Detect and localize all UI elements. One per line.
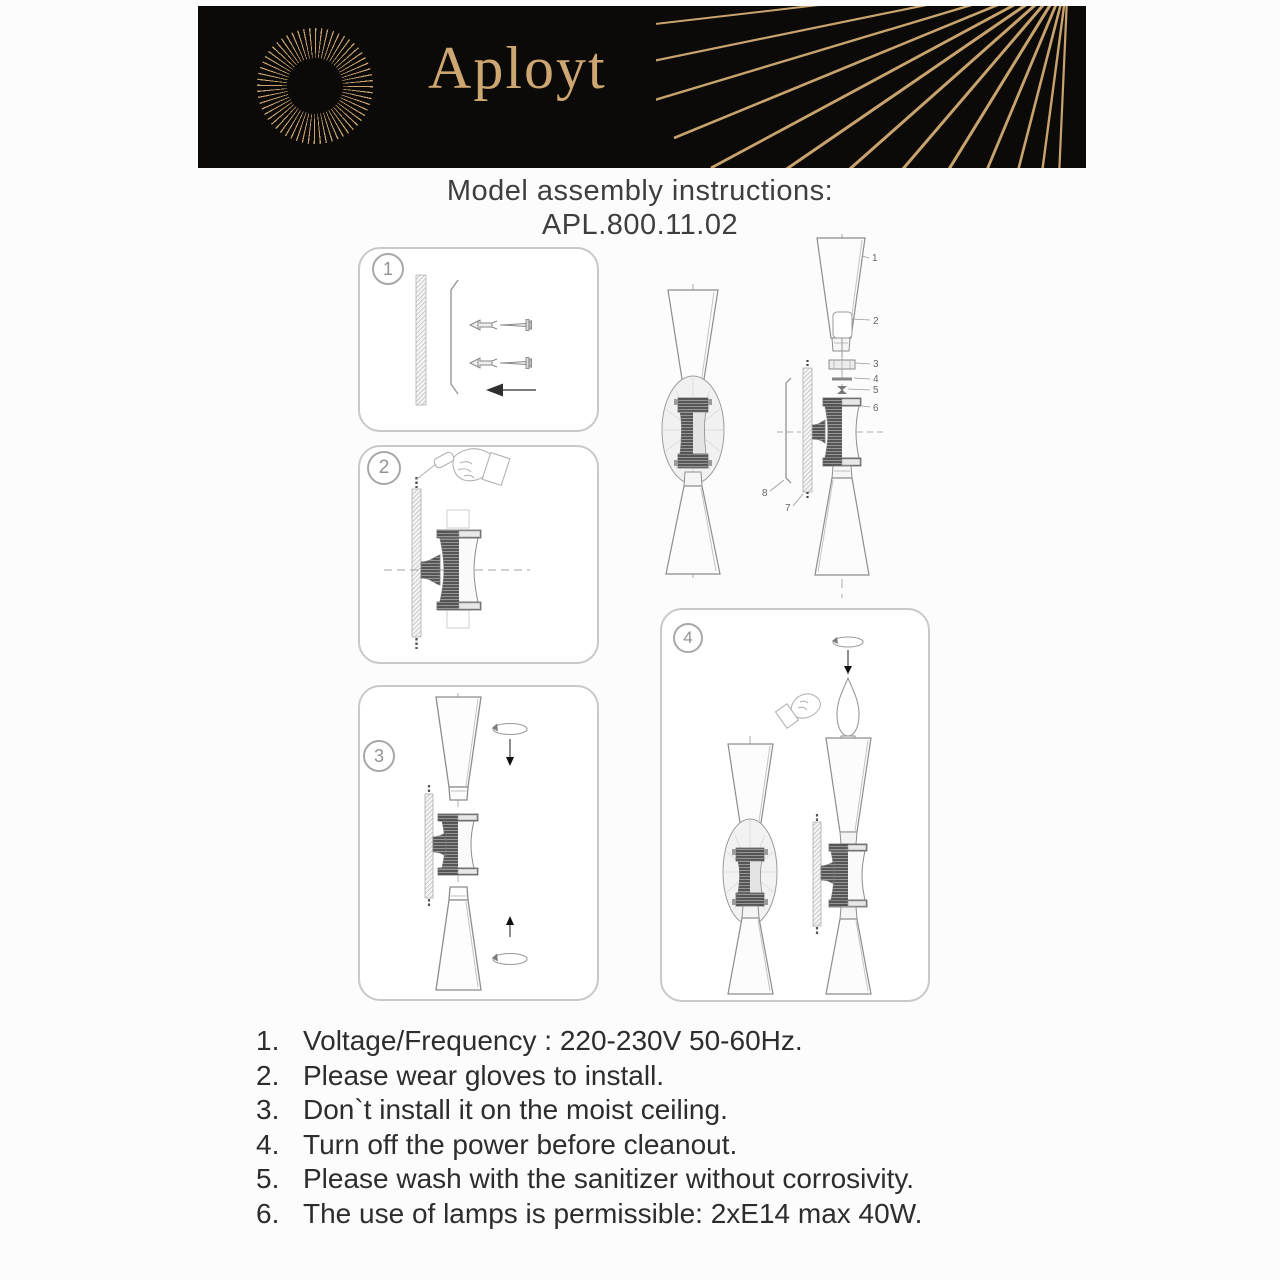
bottom-cone-shade xyxy=(666,486,720,574)
top-cone-shade xyxy=(436,697,481,800)
wall-plate xyxy=(425,794,433,898)
header-banner xyxy=(198,6,1086,168)
instruction-text: Turn off the power before cleanout. xyxy=(303,1128,738,1160)
sunburst-logo-icon xyxy=(257,28,373,144)
instruction-text: Please wear gloves to install. xyxy=(303,1059,665,1091)
wall-plate xyxy=(813,822,821,926)
part-label: 3 xyxy=(873,359,879,370)
instruction-number: 4. xyxy=(256,1128,280,1160)
wall-anchor-icon xyxy=(470,320,497,330)
part-labels xyxy=(762,253,879,514)
wall-surface xyxy=(416,275,426,405)
lamp-body xyxy=(421,530,481,610)
step-number-badge-2: 2 xyxy=(367,451,401,485)
threaded-ring xyxy=(829,360,855,369)
instruction-item xyxy=(256,1197,922,1232)
instructions-list xyxy=(256,1024,922,1231)
mount-stem xyxy=(821,862,834,884)
rotate-icon xyxy=(492,724,527,767)
instruction-text: Please wash with the sanitizer without corrosivity. xyxy=(303,1163,915,1194)
lamp-body xyxy=(678,398,708,412)
screw-icon xyxy=(500,358,532,369)
part-label: 7 xyxy=(785,503,791,514)
hand-screwdriver-icon xyxy=(417,449,510,486)
part-label: 4 xyxy=(873,374,879,385)
mounting-bracket xyxy=(786,378,791,483)
fastener-nut xyxy=(837,386,847,394)
sunburst-core xyxy=(287,58,343,114)
assembled-front-view-drawing xyxy=(640,278,760,588)
instruction-item xyxy=(256,1162,922,1197)
instruction-item xyxy=(256,1059,922,1094)
candle-bulb-icon xyxy=(837,678,859,745)
bottom-cone-shade xyxy=(815,478,869,575)
brand-name: Aployt xyxy=(428,35,607,101)
lamp-body xyxy=(812,398,861,466)
instruction-item xyxy=(256,1024,922,1059)
wall-plate xyxy=(412,489,421,637)
lamp-socket xyxy=(833,312,852,338)
instruction-number: 3. xyxy=(256,1094,280,1125)
part-label: 6 xyxy=(873,403,879,414)
mounting-bracket xyxy=(451,280,458,394)
step4-drawing xyxy=(662,610,924,996)
part-label: 5 xyxy=(873,385,879,396)
part-label: 1 xyxy=(872,253,878,264)
instruction-item xyxy=(256,1128,922,1163)
mount-stem xyxy=(433,833,446,856)
shade-ghost-outline xyxy=(447,610,469,628)
part-label: 2 xyxy=(873,316,879,327)
wall-plate xyxy=(803,368,812,492)
instruction-text: The use of lamps is permissible: 2xE14 max 40W. xyxy=(303,1197,923,1229)
model-number: APL.800.11.02 xyxy=(541,209,739,241)
direction-arrow-icon xyxy=(486,384,536,397)
instruction-number: 2. xyxy=(256,1059,280,1091)
step-panel-3 xyxy=(358,685,599,1001)
instruction-number: 5. xyxy=(256,1163,280,1194)
instruction-item xyxy=(256,1093,922,1128)
part-label: 8 xyxy=(762,488,768,499)
instruction-text: Don`t install it on the moist ceiling. xyxy=(303,1094,728,1125)
page-title: Model assembly instructions: xyxy=(446,175,834,207)
step-number-badge-3: 3 xyxy=(363,740,395,772)
assembled-front-view xyxy=(723,736,777,994)
instruction-number: 6. xyxy=(256,1197,280,1229)
mount-stem xyxy=(812,420,825,443)
mount-stem xyxy=(421,555,440,585)
rotate-icon xyxy=(492,916,527,965)
decorative-rays-icon xyxy=(656,6,1086,168)
step-panel-4 xyxy=(660,608,930,1002)
step-number-badge-4: 4 xyxy=(673,623,703,653)
screw-icon xyxy=(500,320,532,331)
wall-anchor-icon xyxy=(470,358,497,368)
assembled-side-view xyxy=(776,637,871,994)
step3-drawing xyxy=(360,687,593,995)
instruction-number: 1. xyxy=(256,1025,280,1056)
instruction-text: Voltage/Frequency : 220-230V 50-60Hz. xyxy=(303,1025,803,1056)
lamp-body xyxy=(433,814,478,875)
bottom-cone-shade xyxy=(436,887,481,990)
hand-icon xyxy=(776,694,821,728)
rotate-icon xyxy=(832,637,863,674)
exploded-view-drawing xyxy=(757,230,905,602)
step-number-badge-1: 1 xyxy=(372,253,404,285)
shade-ghost-outline xyxy=(447,510,469,528)
